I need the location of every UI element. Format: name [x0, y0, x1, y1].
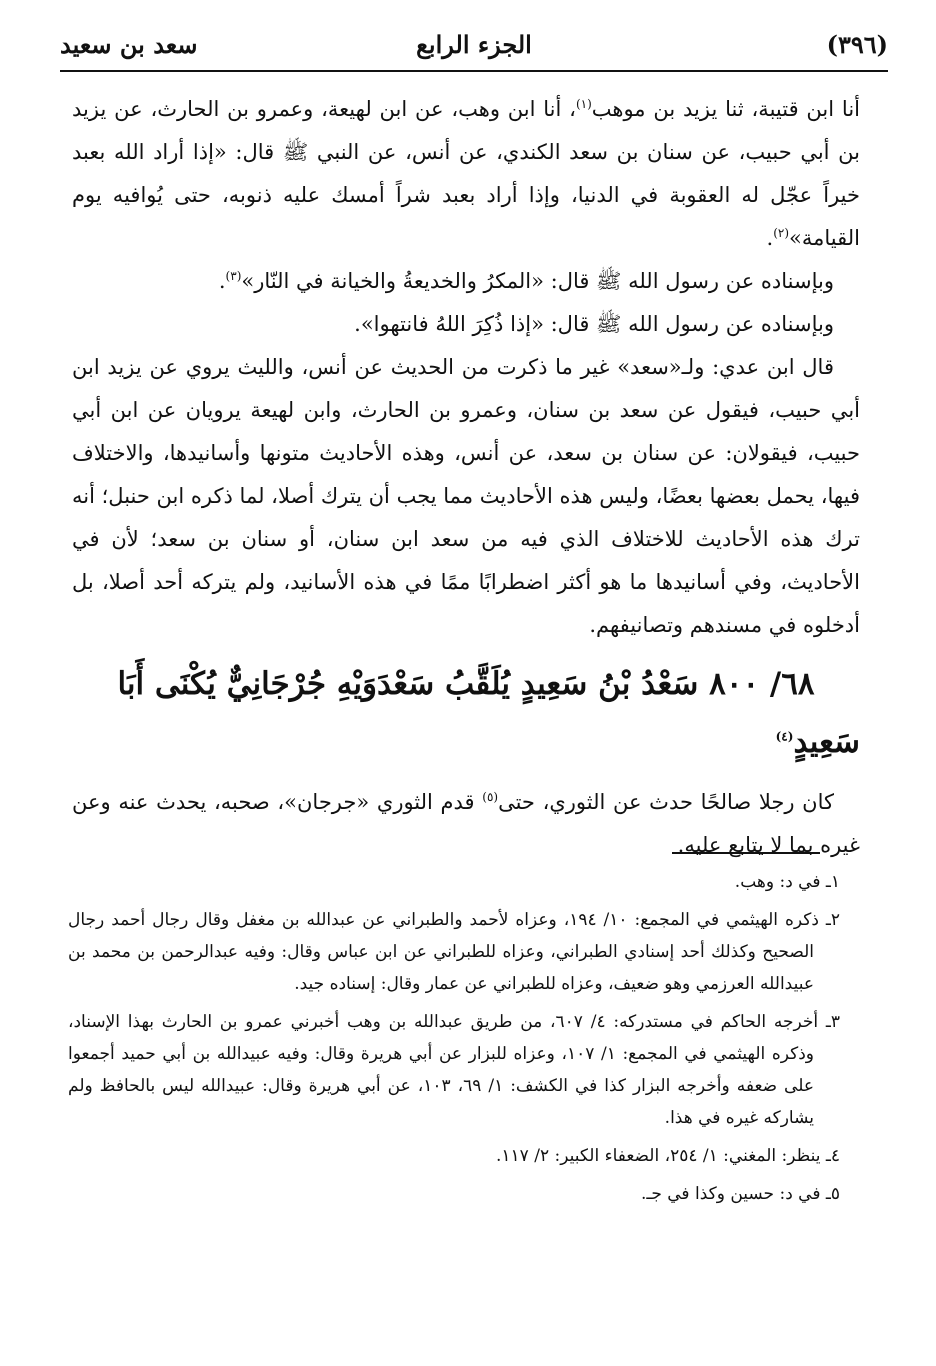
- volume-title: الجزء الرابع: [416, 30, 532, 59]
- biography-title: ٦٨/ ٨٠٠ سَعْدُ بْنُ سَعِيدٍ يُلَقَّبُ سَعْدَوَيْهِ جُرْجَانِيٌّ يُكْنَى أَبَا سَعِيدٍ$^{(٤)}$: [117, 666, 860, 760]
- page-number: (٣٩٦): [826, 30, 888, 59]
- footnote-ref-3: (٣): [225, 269, 242, 283]
- footnote-ref-5: (٥): [482, 790, 499, 804]
- footnote-1: ١ـ في د: وهب.: [734, 872, 840, 892]
- footnote-5: ٥ـ في د: حسين وكذا في جـ.: [640, 1184, 840, 1204]
- paragraph-3: وبإسناده عن رسول الله ﷺ قال: «إذا ذُكِرَ اللهُ فانتهوا».: [354, 312, 834, 336]
- paragraph-5: كان رجلا صالحًا حدث عن الثوري، حتى$^{(٥)}$ قدم الثوري «جرجان»، صحبه، يحدث عنه وعن غيره بما لا يتابع عليه.: [72, 790, 860, 857]
- footnote-ref-2: (٢): [773, 226, 790, 240]
- paragraph-4: قال ابن عدي: ولـ«سعد» غير ما ذكرت من الحديث عن أنس، والليث يروي عن يزيد ابن أبي حبيب، فيقول عن سعد بن سنان، وعمرو بن الحارث، وابن لهيعة يرويان عن ابن أبي حبيب، فيقولان: عن سنان بن سعد، عن أنس، وهذه الأحاديث متونها وأسانيدها، والاختلاف فيها، يحمل بعضها بعضًا، وليس هذه الأحاديث مما يجب أن يترك أصلا، لما ذكره ابن حنبل؛ أنه ترك هذه الأحاديث للاختلاف الذي فيه من سعد ابن سنان، أو سنان بن سعد؛ لأن في الأحاديث، وفي أسانيدها ما هو أكثر اضطرابًا ممًا في هذه الأسانيد، ولم يتركه أحد أصلا، بل أدخلوه في مسندهم وتصانيفهم.: [72, 355, 860, 637]
- footnote-ref-1: (١): [575, 97, 592, 111]
- footnote-3: ٣ـ أخرجه الحاكم في مستدركه: ٤/ ٦٠٧، من طريق عبدالله بن وهب أخبرني عمرو بن الحارث بهذا الإسناد، وذكره الهيثمي في المجمع: ١/ ١٠٧، وعزاه للبزار عن أبي هريرة وقال: وفيه عبيدالله بن أبي حميد أجمعوا على ضعفه وأخرجه البزار كذا في الكشف: ١/ ٦٩، ١٠٣، عن أبي هريرة وقال: عبيدالله ليس بالحافظ ولم يشاركه غيره في هذا.: [68, 1012, 840, 1128]
- main-text: [72, 88, 860, 867]
- page-header: [60, 22, 888, 72]
- running-title: سعد بن سعيد: [60, 30, 198, 59]
- footnote-4: ٤ـ ينظر: المغني: ١/ ٢٥٤، الضعفاء الكبير: ٢/ ١١٧.: [496, 1146, 840, 1166]
- paragraph-2: وبإسناده عن رسول الله ﷺ قال: «المكرُ والخديعةُ والخيانة في النّار»$^{(٣)}$.: [218, 269, 834, 293]
- paragraph-1: أنا ابن قتيبة، ثنا يزيد بن موهب$^{(١)}$، أنا ابن وهب، عن ابن لهيعة، وعمرو بن الحارث، عن يزيد بن أبي حبيب، عن سنان بن سعد الكندي، عن أنس، عن النبي ﷺ قال: «إذا أراد الله بعبد خيراً عجّل له العقوبة في الدنيا، وإذا أراد بعبد شراً أمسك عليه ذنوبه، حتى يُوافيه يوم القيامة»$^{(٢)}$.: [72, 97, 860, 250]
- footnotes: [68, 866, 840, 1216]
- footnote-ref-4: (٤): [775, 729, 794, 744]
- footnote-2: ٢ـ ذكره الهيثمي في المجمع: ١٠/ ١٩٤، وعزاه لأحمد والطبراني عن عبدالله بن مغفل وقال رجال أحمد رجال الصحيح وكذلك أحد إسنادي الطبراني، وعزاه للطبراني عن ابن عباس وقال: وفيه عبدالرحمن بن محمد بن عبيدالله العرزمي وهو ضعيف، وعزاه للطبراني عن عمار وقال: إسناده جيد.: [68, 910, 840, 994]
- footnote-separator: [672, 852, 820, 854]
